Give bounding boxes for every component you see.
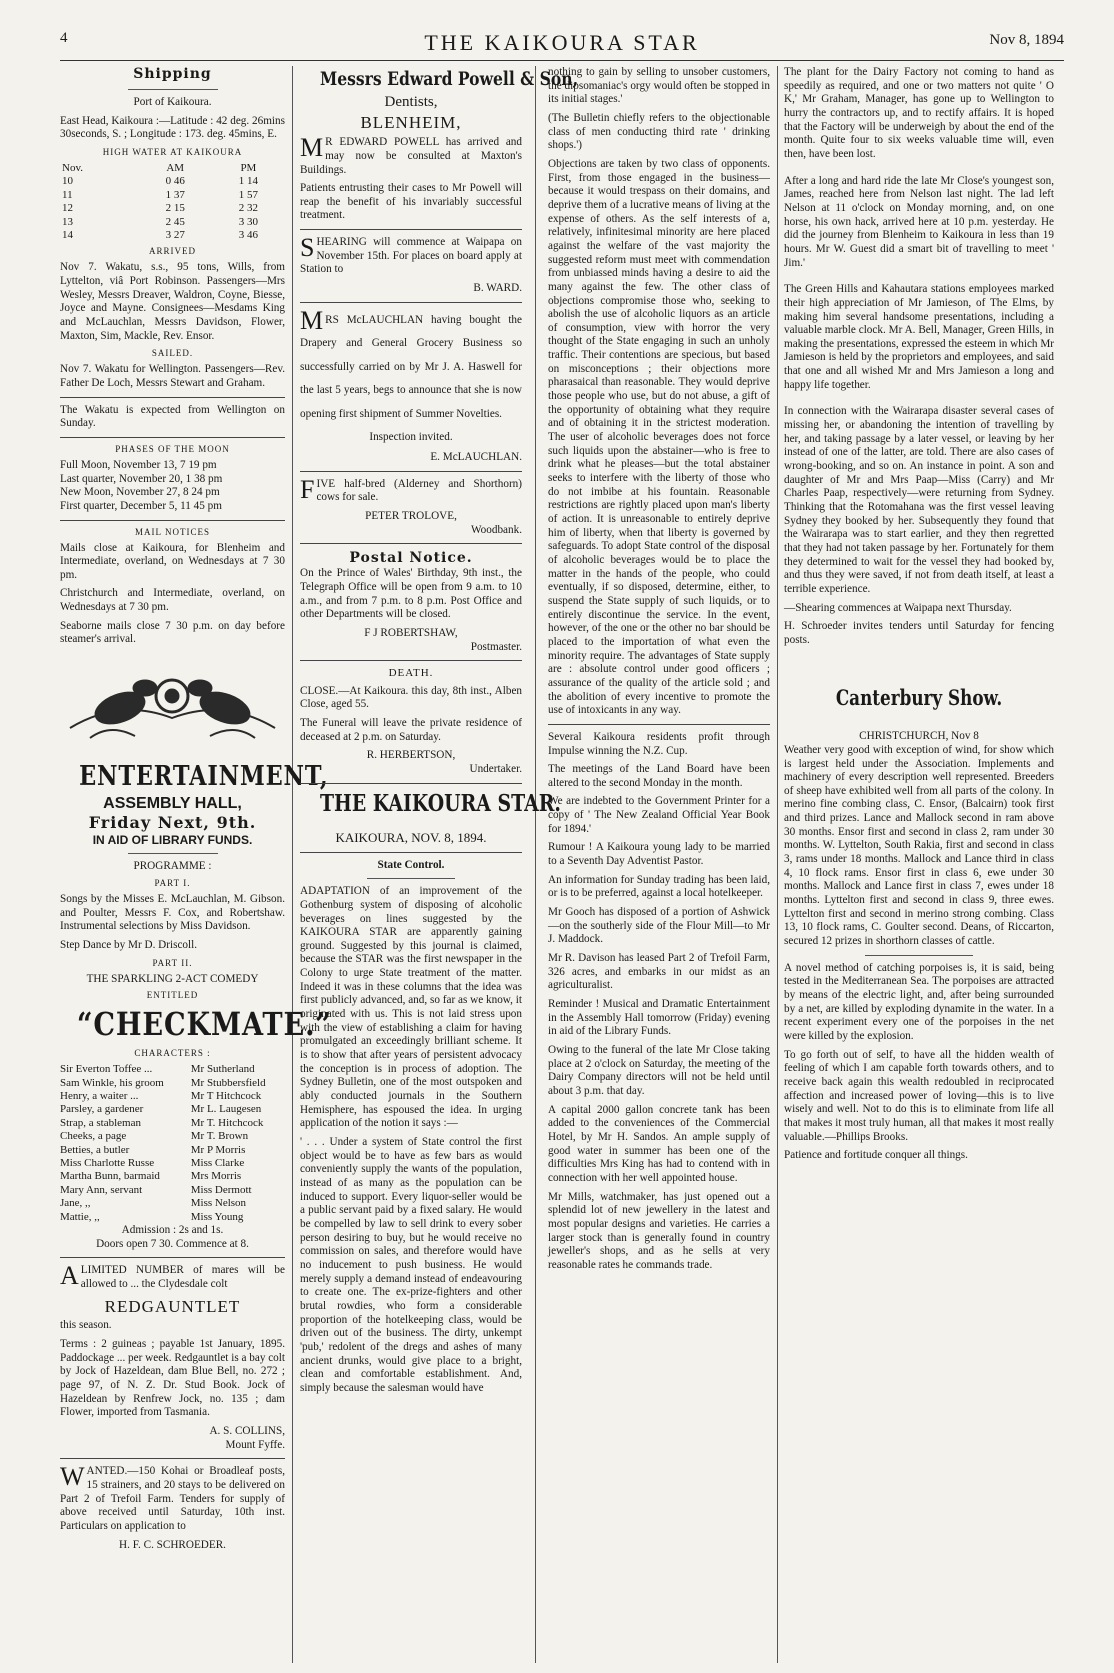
tide-cell: 1 57	[238, 188, 259, 201]
page-header	[60, 30, 1064, 60]
part-one-text: Songs by the Misses E. McLauchlan, M. Gibson. and Poulter, Messrs F. Cox, and Robertshaw. Instrumental selections by Miss Davidson.	[60, 892, 285, 933]
column-3	[548, 66, 770, 1663]
programme-label: PROGRAMME :	[133, 860, 212, 873]
masthead: THE KAIKOURA STAR	[424, 30, 700, 55]
tide-cell: 12	[62, 202, 73, 215]
cast-actor: Miss Clarke	[190, 1157, 245, 1170]
spacer	[784, 722, 1054, 730]
local-news-item: After a long and hard ride the late Mr Close's youngest son, James, reached here from Nelson last night. The lad left Nelson at 11 o'clock on Monday morning, and, on one horse, his own hack, arrived here at 10 p.m. yesterday. He did the journey from Blenheim to Kaikoura in less than 19 hours. Mr W. Guest did a smart bit of travelling to meet ' Jim.'	[784, 174, 1054, 269]
trolove-signature: PETER TROLOVE,	[365, 509, 457, 522]
tide-row	[60, 202, 285, 215]
funeral-text: The Funeral will leave the private residence of deceased at 2 p.m. on Saturday.	[300, 717, 522, 743]
cast-row	[60, 1117, 285, 1130]
divider	[60, 1257, 285, 1258]
sailed-text: Nov 7. Wakatu for Wellington. Passengers—Rev. Father De Loch, Messrs Stewart and Graham.	[60, 363, 285, 389]
library-funds: IN AID OF LIBRARY FUNDS.	[92, 832, 253, 847]
tide-cell: 3 30	[238, 215, 259, 228]
cast-role: Jane, ,,	[60, 1197, 91, 1210]
divider	[128, 89, 218, 90]
editorial-dateline: KAIKOURA, NOV. 8, 1894.	[335, 829, 487, 845]
cast-actor: Mr T. Hitchcock	[190, 1116, 264, 1129]
latlong-text: East Head, Kaikoura :—Latitude : 42 deg. 26mins 30seconds, S. ; Longitude : 173. deg. 45mins, E.	[60, 114, 285, 141]
death-heading: DEATH.	[388, 667, 434, 680]
moon-line: First quarter, December 5, 11 45 pm	[60, 499, 222, 512]
spacer	[784, 397, 1054, 405]
expected-text: The Wakatu is expected from Wellington on Sunday.	[60, 403, 285, 430]
column-4	[784, 66, 1054, 1663]
tide-col-header: Nov.	[62, 162, 83, 175]
sailed-heading: SAILED.	[151, 348, 194, 359]
event-date: Friday Next, 9th.	[88, 813, 257, 833]
show-report: Weather very good with exception of wind, for show which is largest held under the Association. Implements and machinery of every description well represented. Breeders of sheep have exhibited well from all parts of the colony. In merino fine combing class, C. Ensor, (Balcairn) took first and third prizes. Lance and Mallock second in ram above 30 months. Ensor first and second in class 2, ram under 30 months. W. Lyttelton, South Rakia, first and second in class 3, rams under 18 months. Mallock and Lance third in class 4, 10 flock rams. Ensor first in class 6, ewe under 30 months. Mallock and Lance first in class 7, ewes under 18 months. Lyttelton first and second in class 9, three ewes. Lyttelton first and second in merino strong combing. Class 13, 10 flock rams, C. Goulter second. Deans, of Riccarton, secured 12 prizes in shorthorn classes of cattle.	[784, 743, 1054, 948]
local-news-item: A capital 2000 gallon concrete tank has been added to the conveniences of the Commercial Hotel, by Mr H. Sandos. An ample supply of good water in summer has been one of the difficulties Mrs King has had to contend with in connection with her well appointed house.	[548, 1103, 770, 1184]
spacer	[784, 653, 1054, 673]
canterbury-show-heading: Canterbury Show.	[835, 684, 1003, 710]
state-control-heading: State Control.	[377, 858, 445, 871]
divider	[60, 437, 285, 438]
divider	[300, 229, 522, 230]
article-text: nothing to gain by selling to unsober customers, the dipsomaniac's orgy would often be stopped in its initial stages.'	[548, 66, 770, 106]
divider	[865, 955, 973, 956]
moon-heading: PHASES OF THE MOON	[115, 443, 230, 454]
woodbank-label: Woodbank.	[471, 523, 522, 536]
cast-actor: Mr L. Laugesen	[190, 1103, 262, 1116]
divider	[548, 724, 770, 725]
cows-text: FIVE half-bred (Alderney and Shorthorn) cows for sale.	[300, 474, 522, 504]
postal-heading: Postal Notice.	[349, 550, 473, 567]
tide-cell: 14	[62, 229, 73, 242]
local-news-item: Mr Gooch has disposed of a portion of Ashwick—on the southerly side of the Flour Mill—to Mr J. Maddock.	[548, 906, 770, 946]
cast-actor: Mr Sutherland	[190, 1063, 255, 1076]
column-divider	[777, 66, 778, 1663]
cast-role: Martha Bunn, barmaid	[60, 1170, 160, 1183]
season-text: this season.	[60, 1319, 112, 1332]
mail-text: Mails close at Kaikoura, for Blenheim and Intermediate, overland, on Wednesdays at 7 30 pm.	[60, 541, 285, 581]
mail-text: Christchurch and Intermediate, overland, on Wednesdays at 7 30 pm.	[60, 587, 285, 614]
shearing-text: SHEARING will commence at Waipapa on November 15th. For places on board apply at Station to	[300, 233, 522, 276]
tide-row	[60, 189, 285, 202]
powell-heading: Messrs Edward Powell & Son,	[319, 68, 579, 90]
tide-header-row	[60, 162, 285, 175]
cast-row	[60, 1063, 285, 1076]
divider	[300, 852, 522, 853]
column-2	[300, 66, 579, 1663]
spacer	[300, 822, 522, 830]
cast-role: Betties, a butler	[60, 1143, 130, 1156]
tide-col-header: AM	[166, 162, 185, 175]
step-dance-text: Step Dance by Mr D. Driscoll.	[60, 938, 198, 951]
postmaster-name: F J ROBERTSHAW,	[364, 626, 458, 639]
local-news-item: —Shearing commences at Waipapa next Thursday.	[784, 601, 1012, 614]
tide-cell: 13	[62, 215, 73, 228]
entertainment-heading: ENTERTAINMENT,	[79, 760, 329, 792]
article-text: Objections are taken by two class of opponents. First, from those engaged in the business—because it would trespass on their domains, and deprive them of a lucrative means of living at the expense of others. As the self interests of a, relatively, infinitesimal minority are here placed against the welfare of the vast majority the suggested reform must meet with commendation from unbiassed minds having a desire to aid the many against the few. The other class of objections compromise those who, seeking to abolish the use of alcoholic liquors as an article of consumption, view with horror the very thought of the State engaging in such an unholy traffic. Their contentions are specious, but based on misconceptions ; their objections more pharasaical than reasonable. They would deprive those people who use, but do not abuse, a gift of the opportunity of obtaining what they require and of obtaining it in the strictest moderation. The user of alcoholic beverages does not force such liquids upon the abstainer—who is free to drink what he pleases—but the total abstainer seeks to interfere with the liberty of those who do not imbibe at his fountain. Reasonable restrictions are rightly placed upon man's liberty of action. It is unreasonable to entirely deprive him of liberty, when that liberty is governed by safeguards. To adopt State control of the disposal of alcoholic beverages would be to place the matter in the hands of the people, who could eventually, if so disposed, determine, either, to suspend the State supply of such liquids, or to entirely discontinue the service. In the event, however, of the one or the other no bar should be placed to the importation of what even the minority require. The advantages of State supply are : absolute control under good officers ; assurance of the quality of the article sold ; and the abolition of every incentive to promote the use of intoxicants in any way.	[548, 157, 770, 717]
wanted-text: WANTED.—150 Kohai or Broadleaf posts, 15 strainers, and 20 stays to be delivered on Part 2 of Trefoil Farm. Tenders for supply of above received until Saturday, 10th inst. Particulars on application to	[60, 1462, 285, 1532]
local-news-item: H. Schroeder invites tenders until Saturday for fencing posts.	[784, 620, 1054, 646]
comedy-label: THE SPARKLING 2-ACT COMEDY	[86, 972, 259, 985]
cast-role: Sam Winkle, his groom	[60, 1076, 164, 1089]
cast-row	[60, 1211, 285, 1224]
postal-text: On the Prince of Wales' Birthday, 9th inst., the Telegraph Office will be open from 9 a.m. to 10 a.m., and from 7 p.m. to 8 p.m. Post Office and other Departments will be closed.	[300, 567, 522, 621]
cast-row	[60, 1157, 285, 1170]
local-news-item: We are indebted to the Government Printer for a copy of ' The New Zealand Official Year Book for 1894.'	[548, 795, 770, 835]
tide-cell: 0 46	[165, 175, 185, 188]
divider	[300, 471, 522, 472]
divider	[128, 853, 218, 854]
blenheim-label: BLENHEIM,	[360, 113, 462, 133]
moon-line: Last quarter, November 20, 1 38 pm	[60, 472, 223, 485]
tide-cell: 1 14	[238, 175, 259, 188]
divider	[60, 1458, 285, 1459]
cast-actor: Mrs Morris	[190, 1170, 242, 1183]
cast-role: Henry, a waiter ...	[60, 1090, 139, 1103]
cast-row	[60, 1144, 285, 1157]
cast-role: Sir Everton Toffee ...	[60, 1063, 153, 1076]
local-news-item: The Green Hills and Kahautara stations employees marked their high appreciation of Mr Jamieson, of The Elms, by making him several handsome presentations, including a valuable marble clock. Mr A. Bell, Manager, Green Hills, in making the presentations, expressed the esteem in which Mr Jamieson is held by the proprietors and employees, and said that one and all wished Mr and Mrs Jamieson a long and happy life together.	[784, 283, 1054, 391]
state-control-text: ADAPTATION of an improvement of the Gothenburg system of disposing of alcoholic beverages on lines suggested by the KAIKOURA STAR are apparently gaining ground. Suggested by this journal is claimed, because the STAR was the first newspaper in the Colony to urge State treatment of the matter. Indeed it was in these columns that the idea was first publicly advanced, and, so far as we know, it originated with us. This is not laid stress upon with the view of establishing a claim for having promulgated an exceedingly brilliant scheme. It is to show that after years of persistent advocacy the conception is in process of adoption. The Sydney Bulletin, one of the most outspoken and ably conducted journals in the Southern Hemisphere, has espoused the idea. In urging application of the notion it says :—	[300, 885, 522, 1130]
cast-row	[60, 1077, 285, 1090]
tide-cell: 2 15	[165, 202, 185, 215]
divider	[60, 520, 285, 521]
doors-text: Doors open 7 30. Commence at 8.	[96, 1237, 249, 1250]
divider	[367, 878, 456, 879]
schroeder-signature: H. F. C. SCHROEDER.	[119, 1538, 226, 1551]
divider	[60, 397, 285, 398]
local-news-item: The plant for the Dairy Factory not coming to hand as speedily as required, and one or two matters not quite ' O K,' Mr Graham, Manager, has gone up to Wellington to hurry the contractors up, and to rectify affairs. It is hoped that the Factory will be underweigh by about the end of the month. Quite four to six weeks valuable time will, even then, have been lost.	[784, 66, 1054, 160]
tide-cell: 1 37	[165, 188, 185, 201]
cast-row	[60, 1184, 285, 1197]
cast-row	[60, 1197, 285, 1210]
local-news-item: Rumour ! A Kaikoura young lady to be married to a Seventh Day Adventist Pastor.	[548, 841, 770, 868]
local-news-item: Several Kaikoura residents profit through Impulse winning the N.Z. Cup.	[548, 730, 770, 757]
mclauchlan-signature: E. McLAUCHLAN.	[430, 451, 522, 463]
state-control-quote: ' . . . Under a system of State control the first object would be to have as few bars as would conveniently supply the wants of the population, instead of as many as the population can be induced to support. Every liquor-seller would be a public servant paid by a fixed salary. He would be compelled by law to sell drink to every sober person desiring to buy, but he would receive no commission on sales, and therefore would have no inducement to push business. He would merely supply a demand instead of endeavouring to create one. The ex-prize-fighters and other brutal rowdies, who form a considerable proportion of the hotelkeeping class, would be driven out of the business. The dirty, unkempt 'pub,' redolent of the dregs and ashes of many ancient drunks, would give place to a bright, clean and comfortable establishment. And, simply because the salesman would have	[300, 1136, 522, 1394]
play-title: “CHECKMATE.”	[76, 1005, 332, 1044]
cast-role: Miss Charlotte Russe	[60, 1157, 155, 1170]
tide-cell: 10	[62, 175, 73, 188]
tide-cell: 11	[62, 188, 73, 201]
mail-text: Seaborne mails close 7 30 p.m. on day before steamer's arrival.	[60, 619, 285, 646]
quote-text: Patience and fortitude conquer all things.	[784, 1149, 968, 1162]
header-rule	[60, 60, 1064, 61]
admission-text: Admission : 2s and 1s.	[121, 1224, 224, 1237]
cast-actor: Miss Nelson	[190, 1197, 247, 1210]
herbertson-signature: R. HERBERTSON,	[366, 749, 456, 762]
cast-actor: Mr Stubbersfield	[190, 1076, 266, 1089]
cast-actor: Mr P Morris	[190, 1143, 246, 1156]
part-two-label: PART II.	[152, 957, 193, 968]
cast-table	[60, 1063, 285, 1224]
quote-text: To go forth out of self, to have all the hidden wealth of feeling of which I am capable forth towards others, and to receive back again this wealth redoubled in reciprocated affection and increased power of loving—this is to live wisely and well. Not to do this is to eliminate from life all that makes it most truly human, all that makes it most really valuable.—Phillips Brooks.	[784, 1048, 1054, 1143]
local-news-item: A novel method of catching porpoises is, it is said, being tested in the Mediterranean Sea. The porpoises are attracted by means of the electric light, and, after being surrounded by a net, are killed by exploding dynamite in the water. In a recent experiment every one of the porpoises in the net were killed by the explosion.	[784, 961, 1054, 1042]
local-news-item: The meetings of the Land Board have been altered to the second Monday in the month.	[548, 763, 770, 789]
show-dateline: CHRISTCHURCH, Nov 8	[859, 730, 979, 743]
cast-actor: Mr T Hitchcock	[190, 1090, 262, 1103]
redgauntlet-heading: REDGAUNTLET	[104, 1296, 241, 1316]
tide-cell: 3 46	[238, 229, 259, 242]
column-divider	[292, 66, 293, 1663]
moon-line: New Moon, November 27, 8 24 pm	[60, 486, 220, 499]
tide-row	[60, 216, 285, 229]
arrived-heading: ARRIVED	[149, 246, 196, 257]
cast-row	[60, 1103, 285, 1116]
divider	[300, 783, 522, 784]
local-news-item: Reminder ! Musical and Dramatic Entertainment in the Assembly Hall tomorrow (Friday) evening in aid of the Library Funds.	[548, 998, 770, 1038]
part-one-label: PART I.	[154, 878, 191, 889]
local-news-item: Owing to the funeral of the late Mr Close taking place at 2 o'clock on Saturday, the meeting of the Dairy Company directors will not be held until about 3 p.m. that day.	[548, 1043, 770, 1097]
local-news-item: In connection with the Wairarapa disaster several cases of missing her, or abandoning the intention of travelling by her, and taking passage by a later vessel, or leaving by her instead of one of the latter, are told. There are also cases of wrong-booking, and so on. An instance in point. A son and daughter of Mr and Mrs Paap—Miss (Carry) and Mr Charles Paap, respectively—were returning from Sydney. Thinking that the Rotomahana was the first vessel leaving Sydney they booked by her. Subsequently they found that the Wairarapa was to start earlier, and they then regretted that they had not taken passage by her. Fortunately for them they determined to wait for the vessel they had booked by, and thus they were saved, if not from death itself, at least a terrible experience.	[784, 405, 1054, 595]
moon-line: Full Moon, November 13, 7 19 pm	[60, 458, 217, 471]
tide-cell: 3 27	[165, 229, 185, 242]
column-1	[60, 66, 332, 1663]
cast-actor: Miss Dermott	[190, 1183, 252, 1196]
tide-row	[60, 175, 285, 188]
tide-cell: 2 45	[165, 215, 185, 228]
death-text: CLOSE.—At Kaikoura. this day, 8th inst., Alben Close, aged 55.	[300, 684, 522, 711]
collins-signature: A. S. COLLINS,	[209, 1425, 285, 1438]
characters-label: CHARACTERS :	[134, 1048, 211, 1059]
cast-role: Cheeks, a page	[60, 1130, 127, 1143]
terms-text: Terms : 2 guineas ; payable 1st January, 1895. Paddockage ... per week. Redgauntlet is a bay colt by Jock of Hazeldean, dam Blue Bell, no. 272 ; page 97, of N. Z. Dr. Stud Book. Jock of Hazeldean by Renfrew Jock, no. 135 ; dam Flower, imported from Tasmania.	[60, 1338, 285, 1419]
article-text: (The Bulletin chiefly refers to the objectionable class of men conducting third rate ' drinking shops.')	[548, 111, 770, 152]
mail-heading: MAIL NOTICES	[135, 526, 210, 537]
local-news-item: Mr R. Davison has leased Part 2 of Trefoil Farm, 326 acres, and embarks in our midst as an agriculturalist.	[548, 952, 770, 992]
local-news-item: Mr Mills, watchmaker, has just opened out a splendid lot of new jewellery in the latest and most popular designs and varieties. He carries a larger stock than is generally found in country jeweller's shops, and as he sells at very reasonable rates he commands trade.	[548, 1190, 770, 1271]
spacer	[784, 167, 1054, 175]
cast-actor: Mr T. Brown	[190, 1130, 249, 1143]
tide-cell: 2 32	[238, 202, 259, 215]
cast-row	[60, 1170, 285, 1183]
ward-signature: B. WARD.	[473, 282, 522, 295]
assembly-hall: ASSEMBLY HALL,	[103, 794, 242, 812]
cast-row	[60, 1130, 285, 1143]
entitled-label: ENTITLED	[146, 990, 199, 1001]
divider	[300, 543, 522, 544]
cast-role: Mattie, ,,	[60, 1210, 100, 1223]
divider	[300, 302, 522, 303]
limited-text: ALIMITED NUMBER of mares will be allowed to ... the Clydesdale colt	[60, 1261, 285, 1291]
dentists-label: Dentists,	[384, 94, 438, 111]
cast-role: Mary Ann, servant	[60, 1183, 143, 1196]
column-divider	[535, 66, 536, 1663]
star-banner: THE KAIKOURA STAR.	[319, 789, 561, 817]
postmaster-title: Postmaster.	[470, 640, 522, 653]
port-heading: Port of Kaikoura.	[133, 96, 212, 109]
cast-role: Strap, a stableman	[60, 1116, 141, 1129]
inspection-text: Inspection invited.	[369, 431, 453, 444]
floral-ornament-icon	[60, 658, 285, 750]
powell-text-2: Patients entrusting their cases to Mr Powell will reap the benefit of his invariably successful treatment.	[300, 182, 522, 222]
cast-role: Parsley, a gardener	[60, 1103, 144, 1116]
cast-actor: Miss Young	[190, 1210, 244, 1223]
local-news-item: An information for Sunday trading has been laid, or is to be preferred, against a local hotelkeeper.	[548, 873, 770, 900]
tide-heading: HIGH WATER AT KAIKOURA	[102, 147, 243, 158]
arrived-text: Nov 7. Wakatu, s.s., 95 tons, Wills, from Lyttelton, viâ Port Robinson. Passengers—Mrs Wesley, Messrs Dreaver, Waldron, Coyne, Biesse, Joyce and Mayne. Consignees—Mesdams King and McLauchlan, Messrs Davidson, Flower, Maxton, Sim, Mackle, Rev. Ensor.	[60, 261, 285, 342]
tide-row	[60, 229, 285, 242]
undertaker-label: Undertaker.	[469, 762, 522, 775]
page-number: 4	[60, 30, 68, 46]
mclauchlan-text: MRS McLAUCHLAN having bought the Drapery and General Grocery Business so successfully carried on by Mr J. A. Haswell for the last 5 years, begs to announce that she is now opening first shipment of Summer Novelties.	[300, 305, 522, 420]
issue-date: Nov 8, 1894	[989, 32, 1064, 48]
mount-fyffe: Mount Fyffe.	[225, 1438, 285, 1451]
powell-text: MR EDWARD POWELL has arrived and may now be consulted at Maxton's Buildings.	[300, 133, 522, 176]
tide-col-header: PM	[240, 162, 257, 175]
tide-table	[60, 162, 285, 242]
divider	[300, 660, 522, 661]
shipping-heading: Shipping	[133, 66, 212, 82]
cast-row	[60, 1090, 285, 1103]
spacer	[784, 275, 1054, 283]
